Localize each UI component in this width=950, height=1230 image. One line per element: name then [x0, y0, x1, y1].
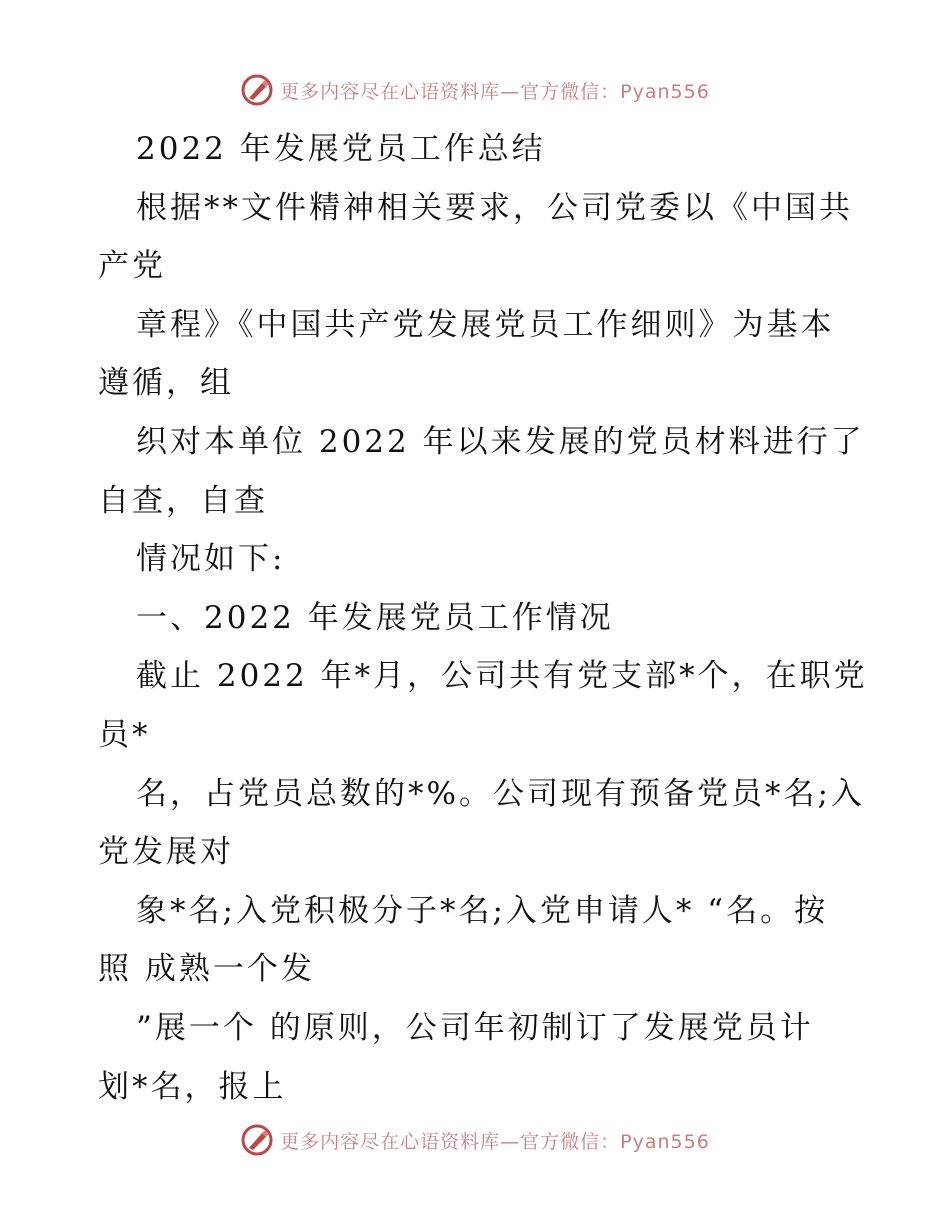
paragraph-line: 象*名;入党积极分子*名;入党申请人* “名。按	[136, 892, 829, 929]
watermark-text: 更多内容尽在心语资料库—官方微信：Pyan556	[280, 80, 710, 103]
paragraph-line: 自查，自查	[98, 482, 268, 519]
watermark-text: 更多内容尽在心语资料库—官方微信：Pyan556	[280, 1130, 710, 1153]
paragraph-line: 名，占党员总数的*%。公司现有预备党员*名;入	[136, 775, 865, 812]
section-heading: 一、2022 年发展党员工作情况	[136, 599, 614, 636]
paragraph-line: 党发展对	[98, 834, 234, 871]
paragraph-line: 织对本单位 2022 年以来发展的党员材料进行了	[136, 423, 865, 460]
paragraph-line: 截止 2022 年*月，公司共有党支部*个，在职党	[136, 658, 868, 695]
paragraph-line: 产党	[98, 248, 166, 285]
paragraph-line: 情况如下:	[136, 541, 286, 578]
document-body	[98, 120, 868, 1116]
paragraph-line: 员*	[98, 716, 151, 753]
paragraph-line: 划*名，报上	[98, 1068, 287, 1105]
watermark-header	[0, 70, 950, 110]
paragraph-line: 遵循，组	[98, 365, 234, 402]
paragraph-line: ”展一个 的原则，公司年初制订了发展党员计	[136, 1009, 814, 1046]
paragraph-line: 章程》《中国共产党发展党员工作细则》为基本	[136, 306, 835, 343]
document-title: 2022 年发展党员工作总结	[136, 131, 546, 167]
watermark-footer	[0, 1120, 950, 1160]
paragraph-line: 根据**文件精神相关要求，公司党委以《中国共	[136, 189, 853, 226]
pen-nib-logo-icon	[240, 73, 274, 107]
pen-nib-logo-icon	[240, 1123, 274, 1157]
paragraph-line: 照 成熟一个发	[98, 951, 315, 988]
